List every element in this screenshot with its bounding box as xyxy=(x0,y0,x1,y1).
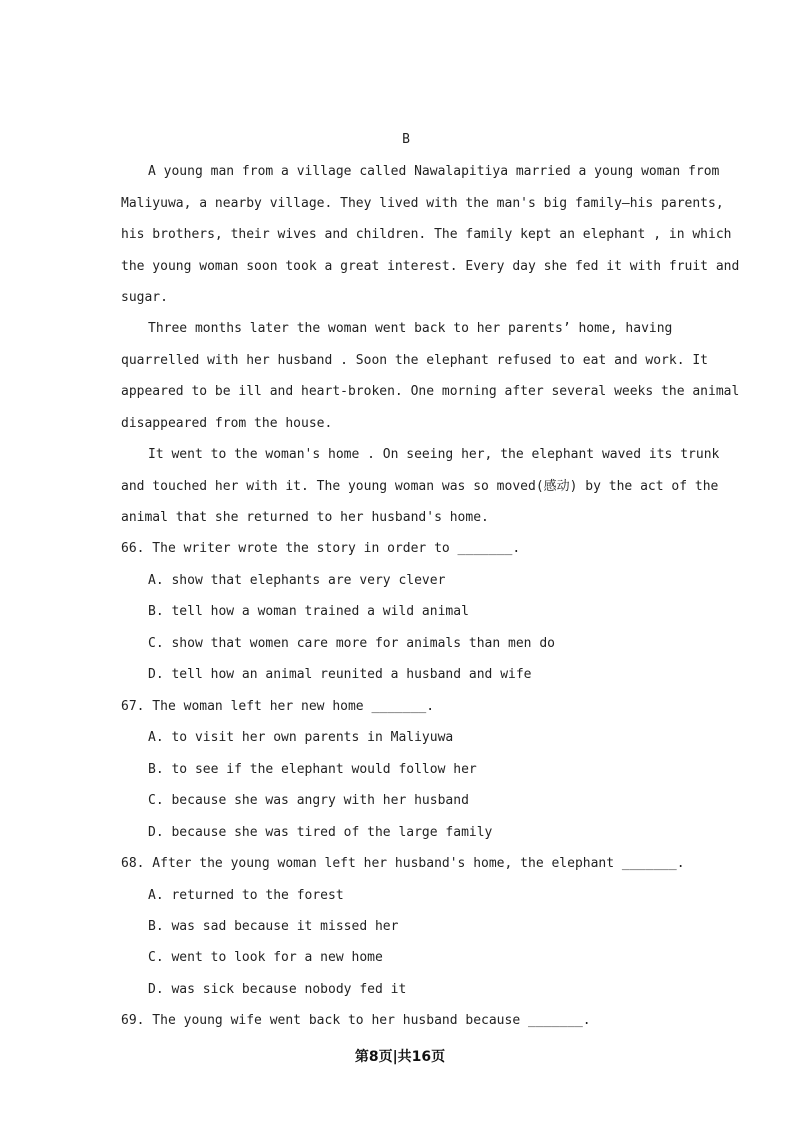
passage-line: quarrelled with her husband . Soon the elephant refused to eat and work. It xyxy=(121,353,708,368)
answer-option: A. to visit her own parents in Maliyuwa xyxy=(148,730,454,745)
passage-line: and touched her with it. The young woman was so moved(感动) by the act of the xyxy=(121,479,719,494)
passage-line: A young man from a village called Nawalapitiya married a young woman from xyxy=(148,164,720,179)
page-footer: 第8页|共16页 xyxy=(354,1049,446,1065)
answer-option: A. show that elephants are very clever xyxy=(148,573,446,588)
question-stem: 68. After the young woman left her husband's home, the elephant _______. xyxy=(121,856,685,871)
answer-option: D. tell how an animal reunited a husband and wife xyxy=(148,667,532,682)
question-stem: 69. The young wife went back to her husband because _______. xyxy=(121,1013,591,1028)
passage-line: disappeared from the house. xyxy=(121,416,333,431)
passage-line: Three months later the woman went back to her parents’ home, having xyxy=(148,321,673,336)
answer-option: D. was sick because nobody fed it xyxy=(148,982,407,997)
answer-option: B. was sad because it missed her xyxy=(148,919,399,934)
passage-line: animal that she returned to her husband's home. xyxy=(121,510,489,525)
answer-option: B. to see if the elephant would follow her xyxy=(148,762,477,777)
passage-line: sugar. xyxy=(121,290,168,305)
passage-line: It went to the woman's home . On seeing her, the elephant waved its trunk xyxy=(148,447,720,462)
answer-option: C. because she was angry with her husband xyxy=(148,793,469,808)
answer-option: C. went to look for a new home xyxy=(148,950,383,965)
passage-line: appeared to be ill and heart-broken. One morning after several weeks the animal xyxy=(121,384,740,399)
passage-line: the young woman soon took a great interest. Every day she fed it with fruit and xyxy=(121,259,740,274)
question-stem: 67. The woman left her new home _______. xyxy=(121,699,435,714)
passage-line: Maliyuwa, a nearby village. They lived with the man's big family—his parents, xyxy=(121,196,724,211)
section-label: B xyxy=(402,132,410,147)
answer-option: C. show that women care more for animals than men do xyxy=(148,636,555,651)
question-stem: 66. The writer wrote the story in order to _______. xyxy=(121,541,521,556)
passage-line: his brothers, their wives and children. The family kept an elephant , in which xyxy=(121,227,732,242)
answer-option: D. because she was tired of the large family xyxy=(148,825,493,840)
answer-option: B. tell how a woman trained a wild animal xyxy=(148,604,469,619)
answer-option: A. returned to the forest xyxy=(148,888,344,903)
